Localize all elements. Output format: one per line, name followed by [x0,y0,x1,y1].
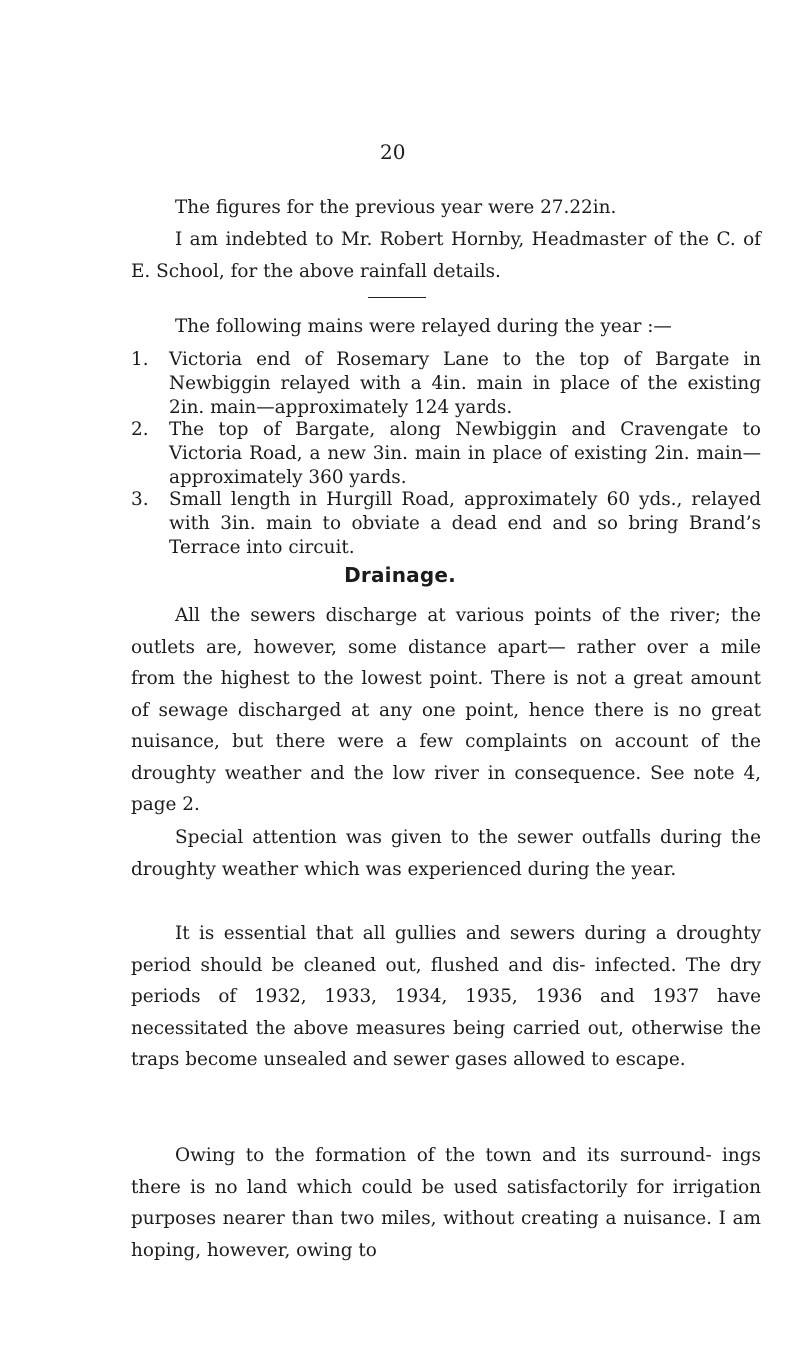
drainage-paragraph-2: Special attention was given to the sewer outfalls during the droughty weather which was experienced during the year. [131,827,761,880]
drainage-paragraph-1: All the sewers discharge at various points of the river; the outlets are, however, some distance apart— rather over a mile from the highest to the lowest point. There is not a great amount of sewage discharged at any one point, hence there is no great nuisance, but there were a few complaints on account of the droughty weather and the low river in consequence. See note 4, page 2. [131,605,761,815]
mains-item-number: 2. [131,419,149,440]
drainage-heading: Drainage. [344,563,456,587]
mains-item-text: Small length in Hurgill Road, approximately 60 yds., relayed with 3in. main to obviate a dead end and so bring Brand’s Terrace into circuit. [169,489,761,558]
page-number: 20 [380,140,406,164]
mains-item-3 [131,488,761,560]
section-divider [368,297,426,298]
mains-item-text: The top of Bargate, along Newbiggin and Cravengate to Victoria Road, a new 3in. main in place of existing 2in. main—approximately 360 yards. [169,419,761,488]
drainage-paragraph-3: It is essential that all gullies and sewers during a droughty period should be cleaned out, flushed and dis- infected. The dry periods of 1932, 1933, 1934, 1935, 1936 and 1937 have necessitated the above measures being carried out, otherwise the traps become unsealed and sewer gases allowed to escape. [131,923,761,1070]
mains-item-text: Victoria end of Rosemary Lane to the top of Bargate in Newbiggin relayed with a 4in. main in place of the existing 2in. main—approximately 124 yards. [169,349,761,418]
previous-year-figures: The figures for the previous year were 27.22in. [175,197,617,218]
mains-item-number: 3. [131,489,149,510]
drainage-paragraph-4: Owing to the formation of the town and its surround- ings there is no land which could be used satisfactorily for irrigation purposes nearer than two miles, without creating a nuisance. I am hoping, however, owing to [131,1145,761,1261]
rainfall-acknowledgement: I am indebted to Mr. Robert Hornby, Headmaster of the C. of E. School, for the above rainfall details. [131,229,761,282]
mains-intro: The following mains were relayed during the year :— [175,316,672,337]
mains-item-number: 1. [131,349,149,370]
mains-item-1 [131,348,761,420]
mains-item-2 [131,418,761,490]
